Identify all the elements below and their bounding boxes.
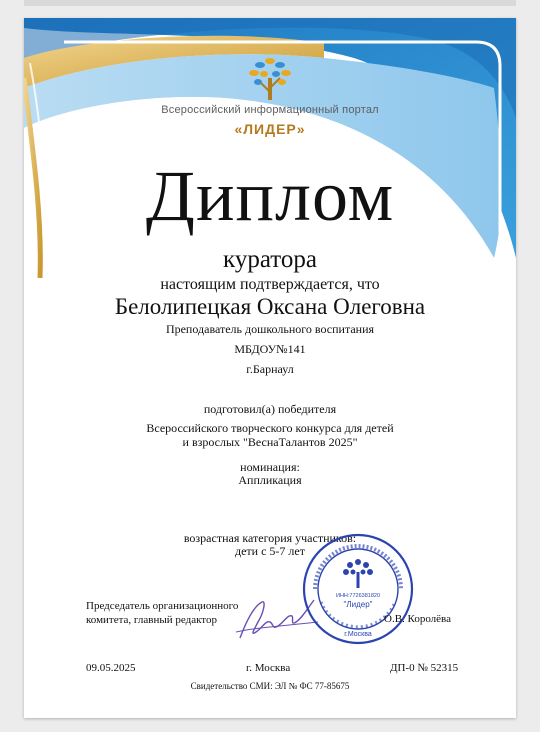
- chair-title-line-2: комитета, главный редактор: [86, 614, 217, 626]
- stamp-tree-icon: [343, 559, 373, 588]
- issue-date: 09.05.2025: [86, 662, 136, 674]
- nomination-value: Аппликация: [238, 473, 302, 487]
- official-stamp: [301, 532, 415, 646]
- diploma-subtitle: куратора: [223, 246, 317, 273]
- diploma-title: Диплом: [145, 156, 395, 236]
- nomination-label: номинация:: [240, 460, 300, 474]
- recipient-name: Белолипецкая Оксана Олеговна: [114, 294, 426, 319]
- contest-line-2: и взрослых "ВеснаТалантов 2025": [182, 435, 358, 449]
- confirm-text: настоящим подтверждается, что: [160, 276, 380, 293]
- media-certificate: Свидетельство СМИ: ЭЛ № ФС 77-85675: [190, 681, 350, 691]
- recipient-organization: МБДОУ№141: [234, 342, 306, 356]
- diploma-sheet: [24, 18, 516, 718]
- age-category-label: возрастная категория участников:: [183, 531, 357, 545]
- contest-line-1: Всероссийского творческого конкурса для детей: [146, 421, 394, 435]
- recipient-city: г.Барнаул: [246, 362, 294, 376]
- browser-top-edge: [24, 0, 516, 6]
- portal-caption: Всероссийский информационный портал: [161, 104, 379, 116]
- stamp-name: "Лидер": [343, 600, 373, 609]
- diploma-number: ДП-0 № 52315: [390, 662, 459, 674]
- issue-city: г. Москва: [246, 662, 291, 674]
- age-category-value: дети с 5-7 лет: [235, 544, 305, 558]
- portal-brand: «ЛИДЕР»: [234, 121, 306, 137]
- stamp-inn: ИНН:7726381820: [335, 593, 381, 599]
- stamp-city: г.Москва: [344, 631, 372, 638]
- recipient-position: Преподаватель дошкольного воспитания: [165, 322, 375, 336]
- chair-title-line-1: Председатель организационного: [86, 600, 239, 612]
- chair-title: [86, 599, 238, 627]
- signer-name: О.В. Королёва: [384, 613, 451, 625]
- prepared-text: подготовил(а) победителя: [203, 402, 337, 416]
- tree-logo-icon: [246, 52, 294, 104]
